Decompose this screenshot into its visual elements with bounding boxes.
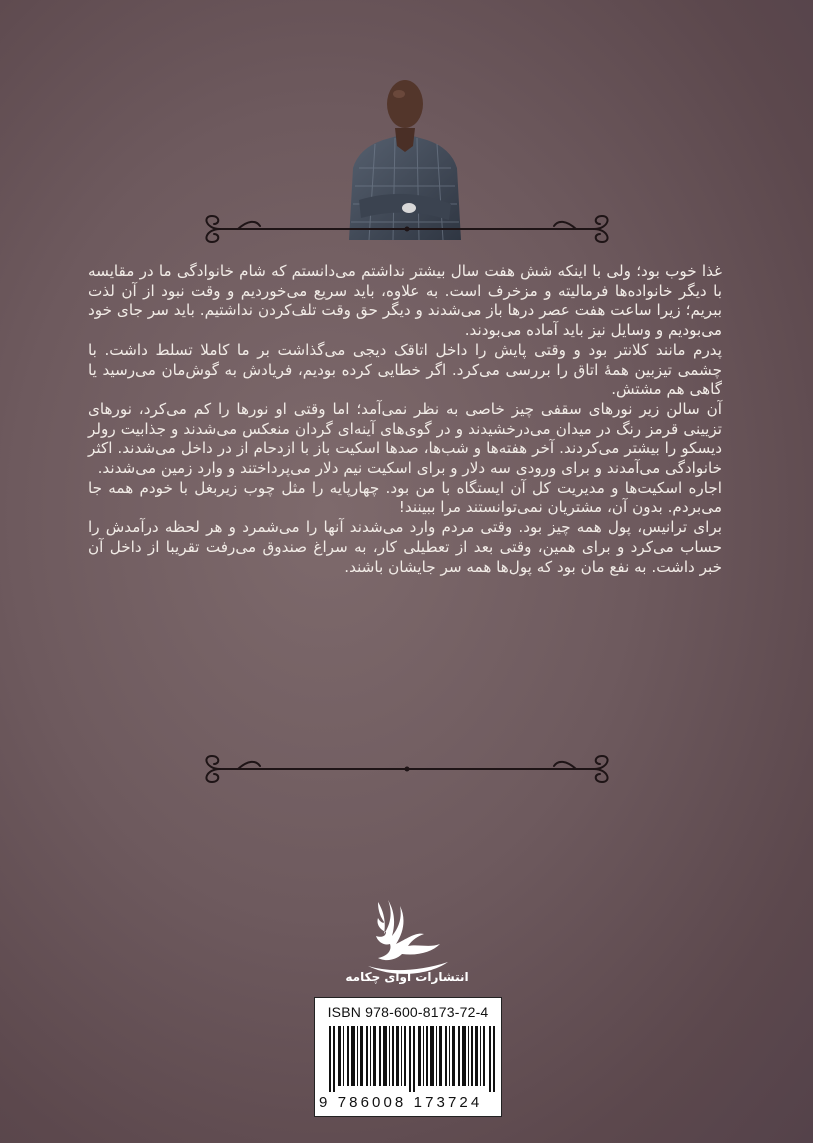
barcode-bars — [329, 1026, 497, 1092]
bottom-divider-ornament — [198, 752, 616, 786]
paragraph: پدرم مانند کلانتر بود و وقتی پایش را داخل اتاقک دیجی می‌گذاشت بر ما کاملا تسلط داشت. با چشمی تیزبین همهٔ اتاق را بررسی می‌کرد. اگر خطایی کرده بودیم، فریادش به گوش‌مان می‌رسید یا گاهی هم مشتش. — [88, 340, 722, 399]
top-divider-ornament — [198, 212, 616, 246]
barcode-digits: 9 786008 173724 — [319, 1094, 483, 1111]
paragraph: غذا خوب بود؛ ولی با اینکه شش هفت سال بیشتر نداشتم می‌دانستم که شام خانوادگی ما در مقایسه با دیگر خانواده‌ها فرمالیته و مزخرف است. به علاوه، باید سریع می‌خوردیم و وقت نبود از آن لذت ببریم؛ زیرا ساعت هفت عصر درها باز می‌شدند و دیگر حق وقت تلف‌کردن نداشتیم. باید سر جای خود می‌بودیم و وسایل نیز باید آماده می‌بودند. — [88, 262, 722, 340]
publisher-name: انتشارات آوای چکامه — [345, 970, 469, 984]
isbn-label: ISBN 978-600-8173-72-4 — [327, 1004, 489, 1020]
paragraph: اجاره اسکیت‌ها و مدیریت کل آن ایستگاه با من بود. چهارپایه را مثل چوب زیربغل با خودم همه جا می‌بردم. بدون آن، مشتریان نمی‌توانستند مرا ببینند! — [88, 478, 722, 517]
paragraph: برای ترانیس، پول همه چیز بود. وقتی مردم وارد می‌شدند آنها را می‌شمرد و هر لحظه درآمدش را حساب می‌کرد و برای همین، وقتی بعد از تعطیلی کار، به سراغ صندوق می‌رفت تقریبا از داخل آن خبر داشت. به نفع مان بود که پول‌ها همه سر جایشان باشند. — [88, 518, 722, 576]
paragraph: آن سالن زیر نورهای سقفی چیز خاصی به نظر نمی‌آمد؛ اما وقتی او نورها را کم می‌کرد، نورهای تزیینی قرمز رنگ در میدان می‌درخشیدند و در گوی‌های آینه‌ای گردان منعکس می‌شدند و جذابیت رولر دیسکو را بیشتر می‌کردند. آخر هفته‌ها و شب‌ها، صدها اسکیت باز با ازدحام از در داخل می‌شدند. اکثر خانوادگی می‌آمدند و برای ورودی سه دلار و برای اسکیت نیم دلار می‌پرداختند و وارد زمین می‌شدند. — [88, 399, 722, 478]
phoenix-logo-icon — [348, 892, 466, 980]
isbn-barcode — [314, 997, 502, 1117]
back-cover-excerpt — [88, 262, 722, 577]
